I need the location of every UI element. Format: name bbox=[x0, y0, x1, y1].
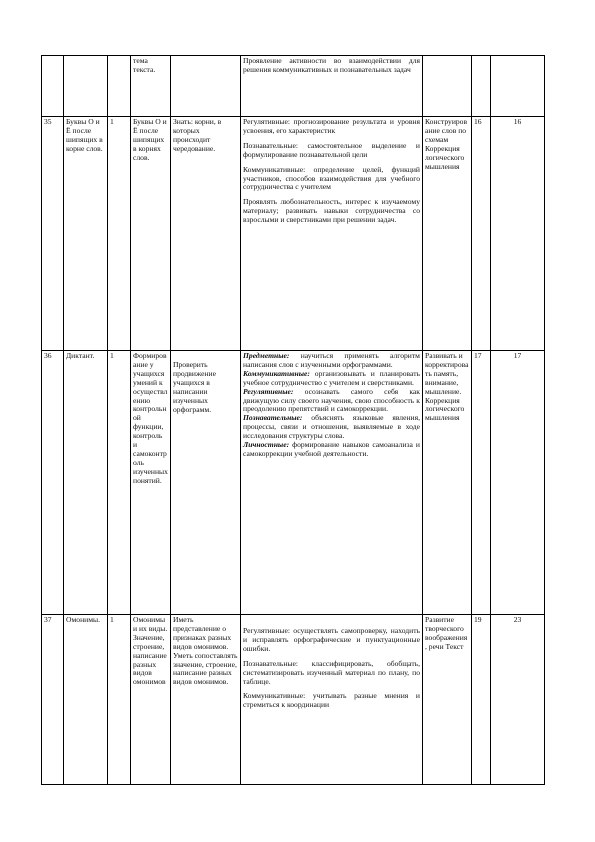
lesson-hours bbox=[108, 56, 131, 117]
uud-text: формирование навыков самоанализа и самокоррекции учебной деятельности. bbox=[243, 440, 420, 458]
lesson-topic bbox=[64, 56, 108, 117]
uud-paragraph: Познавательные: классифицировать, обобщать, систематизировать изученный материал по плану, по таблице. bbox=[243, 658, 420, 686]
lesson-development: Конструирование слов по схемам Коррекция логического мышления bbox=[423, 117, 472, 351]
lesson-col8: 17 bbox=[472, 351, 491, 615]
lesson-uud bbox=[241, 351, 423, 615]
lesson-col9: 23 bbox=[491, 615, 545, 785]
uud-text: объяснять языковые явления, процессы, связи и отношения, выявляемые в ходе исследования структуры слова. bbox=[243, 413, 420, 441]
uud-paragraph: Коммуникативные: учитывать разные мнения и стремиться к координации bbox=[243, 691, 420, 710]
lesson-hours: 1 bbox=[108, 351, 131, 615]
lesson-goal: Иметь представление о признаках разных видов омонимов. Уметь сопоставлять значение, строение, написание разных видов омонимов. bbox=[171, 615, 241, 785]
lesson-col9: 16 bbox=[491, 117, 545, 351]
uud-paragraph: Регулятивные: осуществлять самопроверку, находить и исправлять орфографические и пунктуационные ошибки. bbox=[243, 626, 420, 653]
table-row bbox=[42, 351, 545, 615]
table-row bbox=[42, 56, 545, 117]
lesson-uud bbox=[241, 117, 423, 351]
lesson-hours: 1 bbox=[108, 117, 131, 351]
lesson-uud bbox=[241, 56, 423, 117]
uud-paragraph bbox=[243, 370, 420, 388]
lesson-development: Развитие творческого воображения, речи Текст bbox=[423, 615, 472, 785]
lesson-development bbox=[423, 56, 472, 117]
uud-paragraph bbox=[243, 414, 420, 441]
uud-paragraph bbox=[243, 352, 420, 370]
lesson-col8: 16 bbox=[472, 117, 491, 351]
uud-label: Предметные: bbox=[243, 351, 290, 360]
uud-label: Коммуникативные: bbox=[243, 368, 310, 378]
uud-paragraph: Проявление активности во взаимодействии для решения коммуникативных и познавательных задач bbox=[243, 56, 420, 74]
uud-text: научиться применять алгоритм написания слов с изученными орфограммами. bbox=[243, 351, 420, 369]
lesson-topic: Буквы О и Ё после шипящих в корне слов. bbox=[64, 117, 108, 351]
lesson-development: Развивать и корректировать память, внимание, мышление. Коррекция логического мышления bbox=[423, 351, 472, 615]
uud-paragraph bbox=[243, 441, 420, 459]
table-row bbox=[42, 615, 545, 785]
lesson-col8 bbox=[472, 56, 491, 117]
uud-paragraph: Регулятивные: прогнозирование результата и уровня усвоения, его характеристик bbox=[243, 117, 420, 135]
lesson-content: Буквы О и Ё после шипящих в корнях слов. bbox=[131, 117, 171, 351]
lesson-goal: Проверить продвижение учащихся в написании изученных орфограмм. bbox=[171, 351, 241, 615]
lesson-content: Омонимы и их виды. Значение, строение, написание разных видов омонимов bbox=[131, 615, 171, 785]
lesson-topic: Диктант. bbox=[64, 351, 108, 615]
lesson-content: тема текста. bbox=[131, 56, 171, 117]
uud-label: Регулятивные: bbox=[243, 386, 294, 396]
lesson-topic: Омонимы. bbox=[64, 615, 108, 785]
lesson-number: 35 bbox=[42, 117, 64, 351]
lesson-hours: 1 bbox=[108, 615, 131, 785]
table-row bbox=[42, 117, 545, 351]
lesson-goal bbox=[171, 56, 241, 117]
uud-label: Личностные: bbox=[243, 440, 290, 450]
lesson-uud bbox=[241, 615, 423, 785]
lesson-plan-table bbox=[41, 55, 545, 785]
uud-paragraph: Проявлять любознательность, интерес к изучаемому материалу; развивать навыки сотрудничества со взрослыми и сверстниками при решении задач. bbox=[243, 197, 420, 225]
lesson-number: 36 bbox=[42, 351, 64, 615]
lesson-goal: Знать: корни, в которых происходит чередование. bbox=[171, 117, 241, 351]
lesson-number: 37 bbox=[42, 615, 64, 785]
lesson-col8: 19 bbox=[472, 615, 491, 785]
uud-label: Познавательные: bbox=[243, 413, 303, 423]
uud-paragraph bbox=[243, 388, 420, 415]
lesson-number bbox=[42, 56, 64, 117]
uud-paragraph: Познавательные: самостоятельное выделение и формулирование познавательной цели bbox=[243, 140, 420, 159]
lesson-content: Формирование у учащихся умений к осуществлению контрольной функции, контроль и самоконтроль изученных понятий. bbox=[131, 351, 171, 615]
uud-paragraph: Коммуникативные: определение целей, функций участников, способов взаимодействия для учебного сотрудничества с учителем bbox=[243, 164, 420, 192]
lesson-col9: 17 bbox=[491, 351, 545, 615]
uud-text: осознавать самого себя как движущую силу своего научения, свою способность к преодолению препятствий и самокоррекции. bbox=[243, 386, 420, 414]
lesson-col9 bbox=[491, 56, 545, 117]
uud-text: организовывать и планировать учебное сотрудничество с учителем и сверстниками. bbox=[243, 368, 420, 387]
